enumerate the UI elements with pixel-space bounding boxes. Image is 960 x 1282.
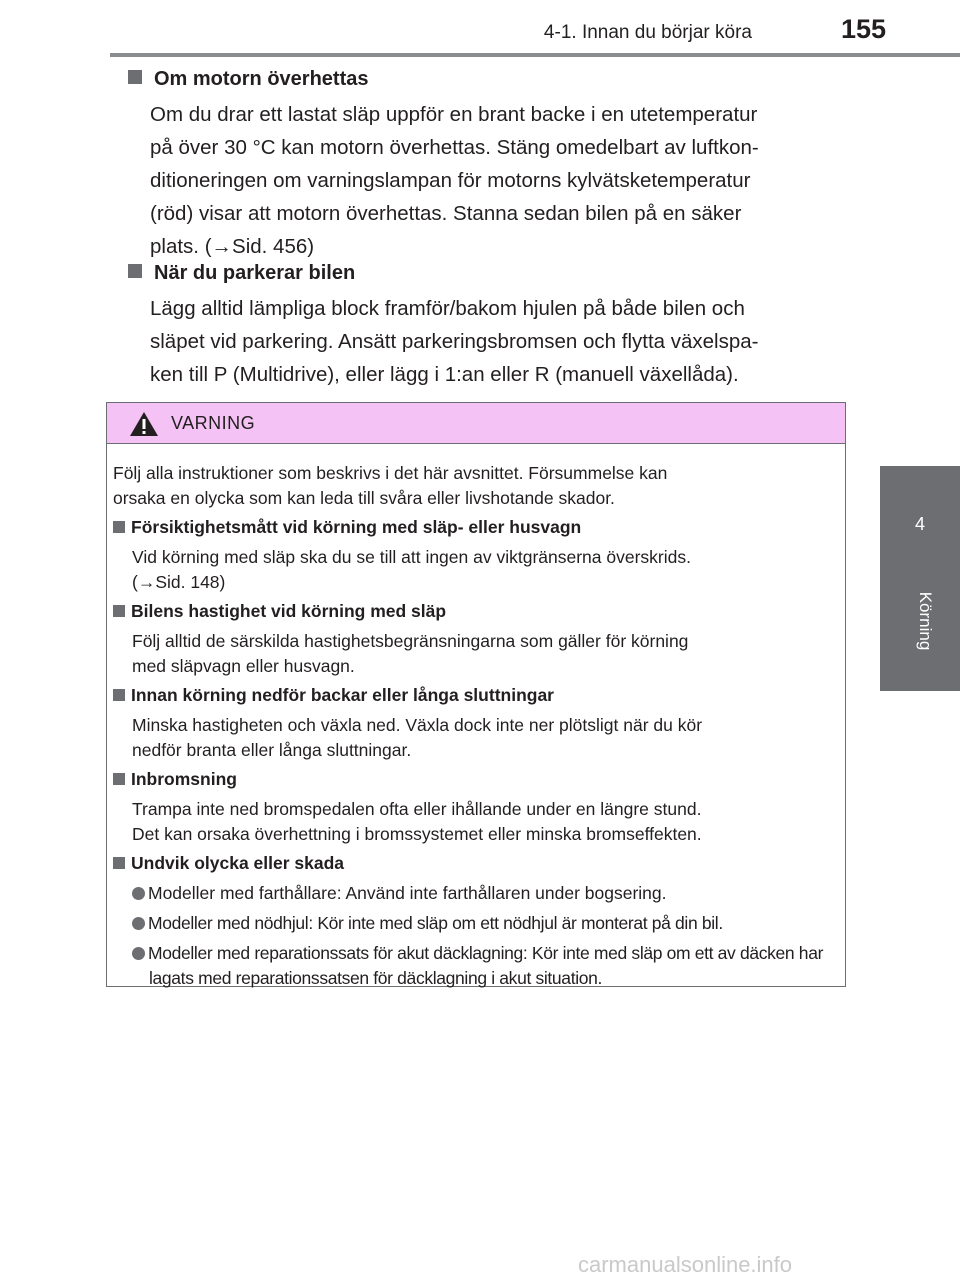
warning-item-body <box>132 545 832 595</box>
watermark: carmanualsonline.info <box>578 1252 793 1277</box>
square-bullet-icon <box>128 264 142 278</box>
section-body-parking <box>150 292 840 391</box>
body-line: plats. (→Sid. 456) <box>150 235 315 258</box>
warning-item-body <box>132 797 832 847</box>
warning-title: VARNING <box>171 413 256 433</box>
header-divider <box>110 53 960 57</box>
body-line: Lägg alltid lämpliga block framför/bakom hjulen på både bilen och <box>150 297 745 320</box>
intro-line: Följ alla instruktioner som beskrivs i det här avsnittet. Försummelse kan <box>113 463 668 483</box>
body-line: med släpvagn eller husvagn. <box>132 656 355 676</box>
body-line: Vid körning med släp ska du se till att ingen av viktgränserna överskrids. <box>132 547 691 567</box>
square-bullet-icon <box>113 857 125 869</box>
body-line: Det kan orsaka överhettning i bromssystemet eller minska bromseffekten. <box>132 824 702 844</box>
section-body-overheating <box>150 98 840 263</box>
section-heading-parking: När du parkerar bilen <box>128 262 355 285</box>
warning-item-heading: Innan körning nedför backar eller långa sluttningar <box>113 685 554 706</box>
square-bullet-icon <box>113 689 125 701</box>
body-line: släpet vid parkering. Ansätt parkeringsbromsen och flytta växelspa- <box>150 330 759 353</box>
round-bullet-icon <box>132 917 145 930</box>
body-line: Om du drar ett lastat släp uppför en brant backe i en utetemperatur <box>150 103 758 126</box>
chapter-side-tab <box>880 466 960 691</box>
warning-bullet: Modeller med nödhjul: Kör inte med släp om ett nödhjul är monterat på din bil. <box>132 911 844 936</box>
body-line: ken till P (Multidrive), eller lägg i 1:an eller R (manuell växellåda). <box>150 363 739 386</box>
square-bullet-icon <box>113 521 125 533</box>
warning-intro <box>113 461 831 511</box>
warning-bullet: Modeller med reparationssats för akut däcklagning: Kör inte med släp om ett av däcken har lagats med reparationssatsen för däcklagning i akut situation. <box>132 941 861 991</box>
round-bullet-icon <box>132 947 145 960</box>
warning-box <box>106 402 846 987</box>
body-line: (röd) visar att motorn överhettas. Stanna sedan bilen på en säker <box>150 202 742 225</box>
square-bullet-icon <box>128 70 142 84</box>
chapter-number: 4 <box>914 514 925 534</box>
square-bullet-icon <box>113 773 125 785</box>
chapter-label: Körning <box>916 591 935 651</box>
intro-line: orsaka en olycka som kan leda till svåra eller livshotande skador. <box>113 488 615 508</box>
round-bullet-icon <box>132 887 145 900</box>
body-line: Följ alltid de särskilda hastighetsbegränsningarna som gäller för körning <box>132 631 689 651</box>
body-line: Trampa inte ned bromspedalen ofta eller ihållande under en längre stund. <box>132 799 702 819</box>
warning-item-heading: Undvik olycka eller skada <box>113 853 344 874</box>
section-heading-overheating: Om motorn överhettas <box>128 68 368 91</box>
warning-header <box>107 403 845 444</box>
body-line: (→Sid. 148) <box>132 572 226 592</box>
warning-item-body <box>132 713 832 763</box>
square-bullet-icon <box>113 605 125 617</box>
body-line: nedför branta eller långa sluttningar. <box>132 740 412 760</box>
running-header-section: 4-1. Innan du börjar köra <box>543 22 752 43</box>
warning-triangle-icon <box>129 411 159 437</box>
warning-item-heading: Bilens hastighet vid körning med släp <box>113 601 446 622</box>
body-line: på över 30 °C kan motorn överhettas. Stäng omedelbart av luftkon- <box>150 136 759 159</box>
body-line: ditioneringen om varningslampan för motorns kylvätsketemperatur <box>150 169 751 192</box>
warning-item-body <box>132 629 832 679</box>
warning-item-heading: Inbromsning <box>113 769 237 790</box>
warning-bullet: Modeller med farthållare: Använd inte farthållaren under bogsering. <box>132 881 844 906</box>
warning-item-heading: Försiktighetsmått vid körning med släp- eller husvagn <box>113 517 581 538</box>
body-line: Minska hastigheten och växla ned. Växla dock inte ner plötsligt när du kör <box>132 715 703 735</box>
page-number: 155 <box>840 14 886 44</box>
